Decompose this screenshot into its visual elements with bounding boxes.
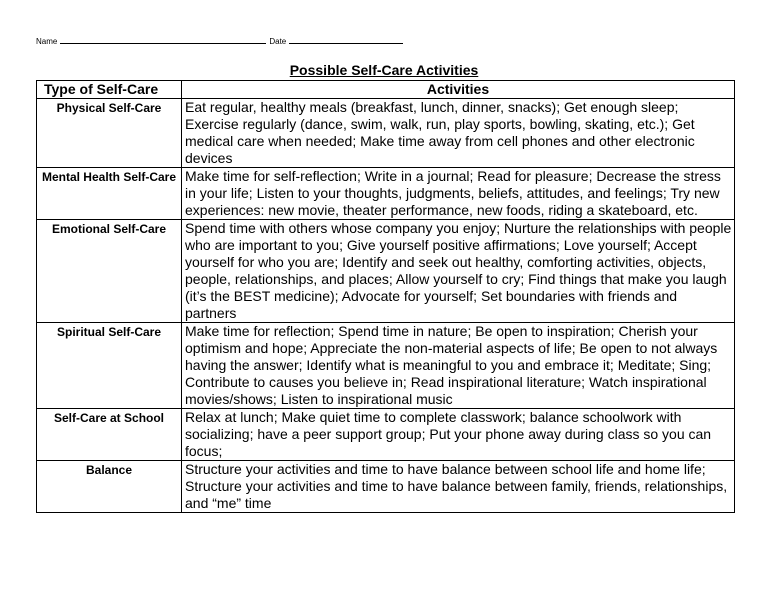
type-cell: Mental Health Self-Care	[37, 168, 182, 220]
type-cell: Physical Self-Care	[37, 99, 182, 168]
name-blank-line[interactable]	[60, 36, 266, 44]
table-header-row	[37, 81, 735, 99]
date-label: Date	[269, 37, 287, 46]
table-row	[37, 409, 735, 461]
activities-cell: Relax at lunch; Make quiet time to complete classwork; balance schoolwork with socializing; have a peer support group; Put your phone away during class so you can focus;	[182, 409, 735, 461]
self-care-table	[36, 80, 735, 513]
activities-cell: Eat regular, healthy meals (breakfast, lunch, dinner, snacks); Get enough sleep; Exercise regularly (dance, swim, walk, run, play sports, bowling, skating, etc.); Get medical care when needed; Make time away from cell phones and other electronic devices	[182, 99, 735, 168]
page-title: Possible Self-Care Activities	[289, 62, 479, 78]
table-row	[37, 168, 735, 220]
activities-cell: Make time for self-reflection; Write in a journal; Read for pleasure; Decrease the stress in your life; Listen to your thoughts, judgments, beliefs, attitudes, and feelings; Try new experiences: new movie, theater performance, new foods, riding a skateboard, etc.	[182, 168, 735, 220]
table-row	[37, 461, 735, 513]
type-cell: Emotional Self-Care	[37, 220, 182, 323]
table-row	[37, 220, 735, 323]
date-blank-line[interactable]	[289, 36, 403, 44]
type-cell: Spiritual Self-Care	[37, 323, 182, 409]
activities-cell: Structure your activities and time to have balance between school life and home life; Structure your activities and time to have balance between family, friends, relationships, and “me” time	[182, 461, 735, 513]
column-header-activities: Activities	[182, 81, 735, 99]
activities-cell: Spend time with others whose company you enjoy; Nurture the relationships with people who are important to you; Give yourself positive affirmations; Love yourself; Accept yourself for who you are; Identify and seek out healthy, comforting activities, objects, people, relationships, and places; Allow yourself to cry; Find things that make you laugh (it’s the BEST medicine); Advocate for yourself; Set boundaries with friends and partners	[182, 220, 735, 323]
name-date-header	[36, 36, 403, 46]
name-label: Name	[36, 37, 58, 46]
column-header-type: Type of Self-Care	[37, 81, 182, 99]
table-row	[37, 99, 735, 168]
activities-cell: Make time for reflection; Spend time in nature; Be open to inspiration; Cherish your optimism and hope; Appreciate the non-material aspects of life; Be open to not always having the answer; Identify what is meaningful to you and embrace it; Meditate; Sing; Contribute to causes you believe in; Read inspirational literature; Watch inspirational movies/shows; Listen to inspirational music	[182, 323, 735, 409]
table-row	[37, 323, 735, 409]
type-cell: Balance	[37, 461, 182, 513]
type-cell: Self-Care at School	[37, 409, 182, 461]
